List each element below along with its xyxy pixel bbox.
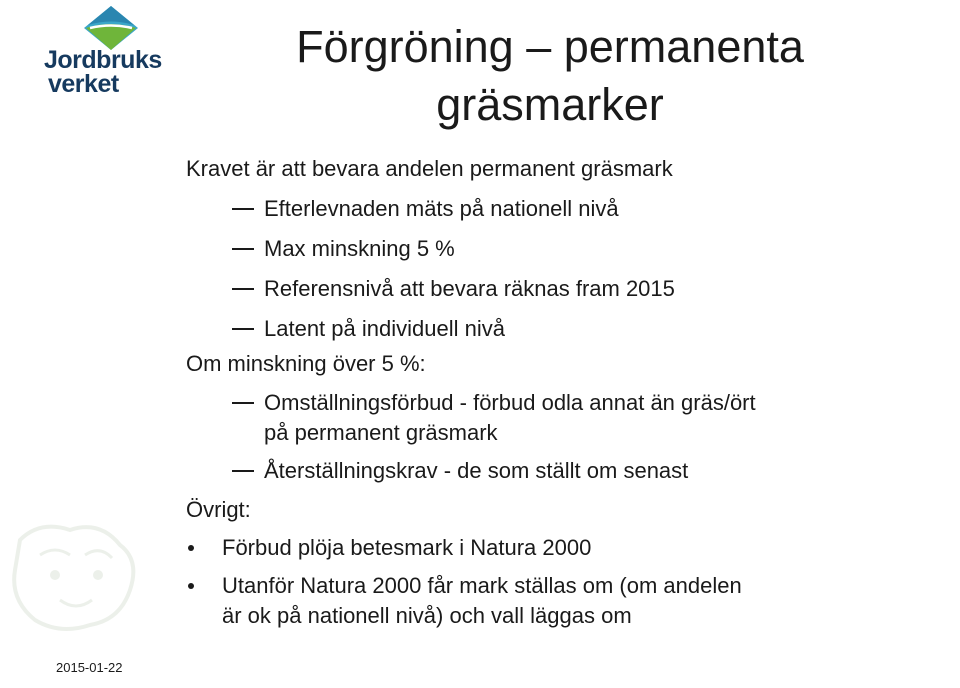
title-line1: Förgröning – permanenta <box>296 21 804 72</box>
title-line2: gräsmarker <box>436 79 664 130</box>
bullet-item-outside-natura-line2: är ok på nationell nivå) och vall läggas om <box>222 603 632 628</box>
jordbruksverket-logo <box>44 4 174 104</box>
dash-icon <box>232 328 254 330</box>
bullet-item-outside-natura-line1: Utanför Natura 2000 får mark ställas om (om andelen <box>222 573 742 598</box>
bullet-item-natura-ban: Förbud plöja betesmark i Natura 2000 <box>222 535 592 560</box>
dash-icon <box>232 208 254 210</box>
sub-item-latent: Latent på individuell nivå <box>264 316 505 341</box>
bullet-icon <box>188 583 194 589</box>
sub-item-max-reduction: Max minskning 5 % <box>264 236 455 261</box>
dash-icon <box>232 288 254 290</box>
sub-item-compliance: Efterlevnaden mäts på nationell nivå <box>264 196 619 221</box>
slide-title <box>240 18 860 134</box>
logo-text-line1: Jordbruks <box>44 46 162 74</box>
dash-icon <box>232 248 254 250</box>
sub-item-conversion-ban-line1: Omställningsförbud - förbud odla annat än gräs/ört <box>264 390 756 415</box>
logo-text-line2: verket <box>48 70 119 98</box>
sub-item-restoration: Återställningskrav - de som ställt om senast <box>264 458 689 483</box>
paragraph-requirement: Kravet är att bevara andelen permanent gräsmark <box>186 156 673 181</box>
sub-item-conversion-ban-line2: på permanent gräsmark <box>264 420 498 445</box>
dash-icon <box>232 470 254 472</box>
sub-item-reference-level: Referensnivå att bevara räknas fram 2015 <box>264 276 675 301</box>
slide-date: 2015-01-22 <box>56 660 123 675</box>
paragraph-other: Övrigt: <box>186 497 251 522</box>
bullet-icon <box>188 545 194 551</box>
cow-watermark-icon <box>0 500 150 650</box>
dash-icon <box>232 402 254 404</box>
paragraph-reduction: Om minskning över 5 %: <box>186 351 426 376</box>
